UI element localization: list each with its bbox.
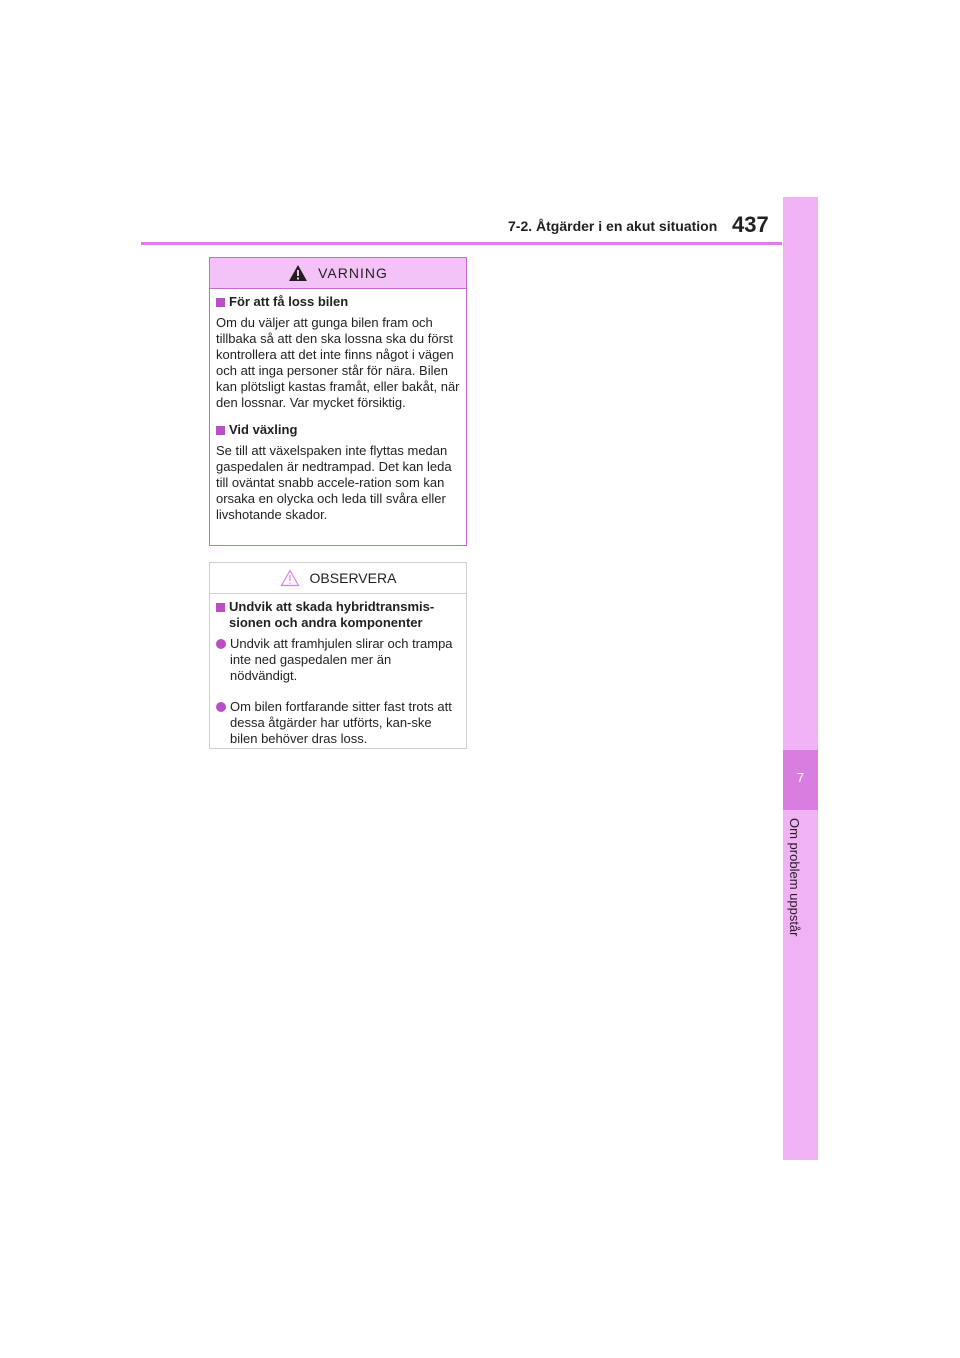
- warning-title: VARNING: [318, 265, 388, 281]
- round-bullet-icon: [216, 639, 226, 649]
- square-bullet-icon: [216, 426, 225, 435]
- notice-heading-text: Undvik att skada hybridtransmis-sionen och andra komponenter: [229, 599, 435, 630]
- page-number: 437: [732, 212, 769, 237]
- warning-paragraph-1: Om du väljer att gunga bilen fram och tillbaka så att den ska lossna ska du först kontrollera att det inte finns något i vägen och att inga personer står för nära. Bilen kan plötsligt kastas framåt, eller bakåt, när den lossnar. Var mycket försiktig.: [216, 315, 460, 410]
- warning-box: [209, 257, 467, 546]
- caution-triangle-icon: [280, 569, 300, 587]
- chapter-title: Om problem uppstår: [787, 818, 802, 937]
- square-bullet-icon: [216, 298, 225, 307]
- notice-box: [209, 562, 467, 749]
- header-rule: [141, 242, 782, 245]
- notice-heading: [216, 599, 460, 631]
- warning-heading-text: Vid växling: [229, 422, 298, 437]
- notice-bullet-2: [216, 699, 460, 747]
- warning-header: [210, 258, 466, 289]
- notice-header: [210, 563, 466, 594]
- square-bullet-icon: [216, 603, 225, 612]
- warning-heading-text: För att få loss bilen: [229, 294, 349, 309]
- warning-triangle-icon: [288, 264, 308, 282]
- notice-body: [210, 594, 466, 747]
- warning-paragraph-2: Se till att växelspaken inte flyttas medan gaspedalen är nedtrampad. Det kan leda till oväntat snabb accele-ration som kan orsaka en olycka och leda till svåra eller livshotande skador.: [216, 443, 452, 522]
- warning-heading-2: [216, 422, 460, 438]
- chapter-number: 7: [796, 770, 805, 785]
- round-bullet-icon: [216, 702, 226, 712]
- section-title: 7-2. Åtgärder i en akut situation: [508, 218, 718, 234]
- notice-title: OBSERVERA: [309, 570, 397, 586]
- warning-body: [210, 289, 466, 523]
- notice-bullet-text: Om bilen fortfarande sitter fast trots att dessa åtgärder har utförts, kan-ske bilen behöver dras loss.: [230, 699, 452, 746]
- warning-heading-1: [216, 294, 460, 310]
- notice-bullet-1: [216, 636, 460, 684]
- side-chapter-tab: [783, 197, 818, 1160]
- notice-bullet-text: Undvik att framhjulen slirar och trampa inte ned gaspedalen mer än nödvändigt.: [230, 636, 453, 683]
